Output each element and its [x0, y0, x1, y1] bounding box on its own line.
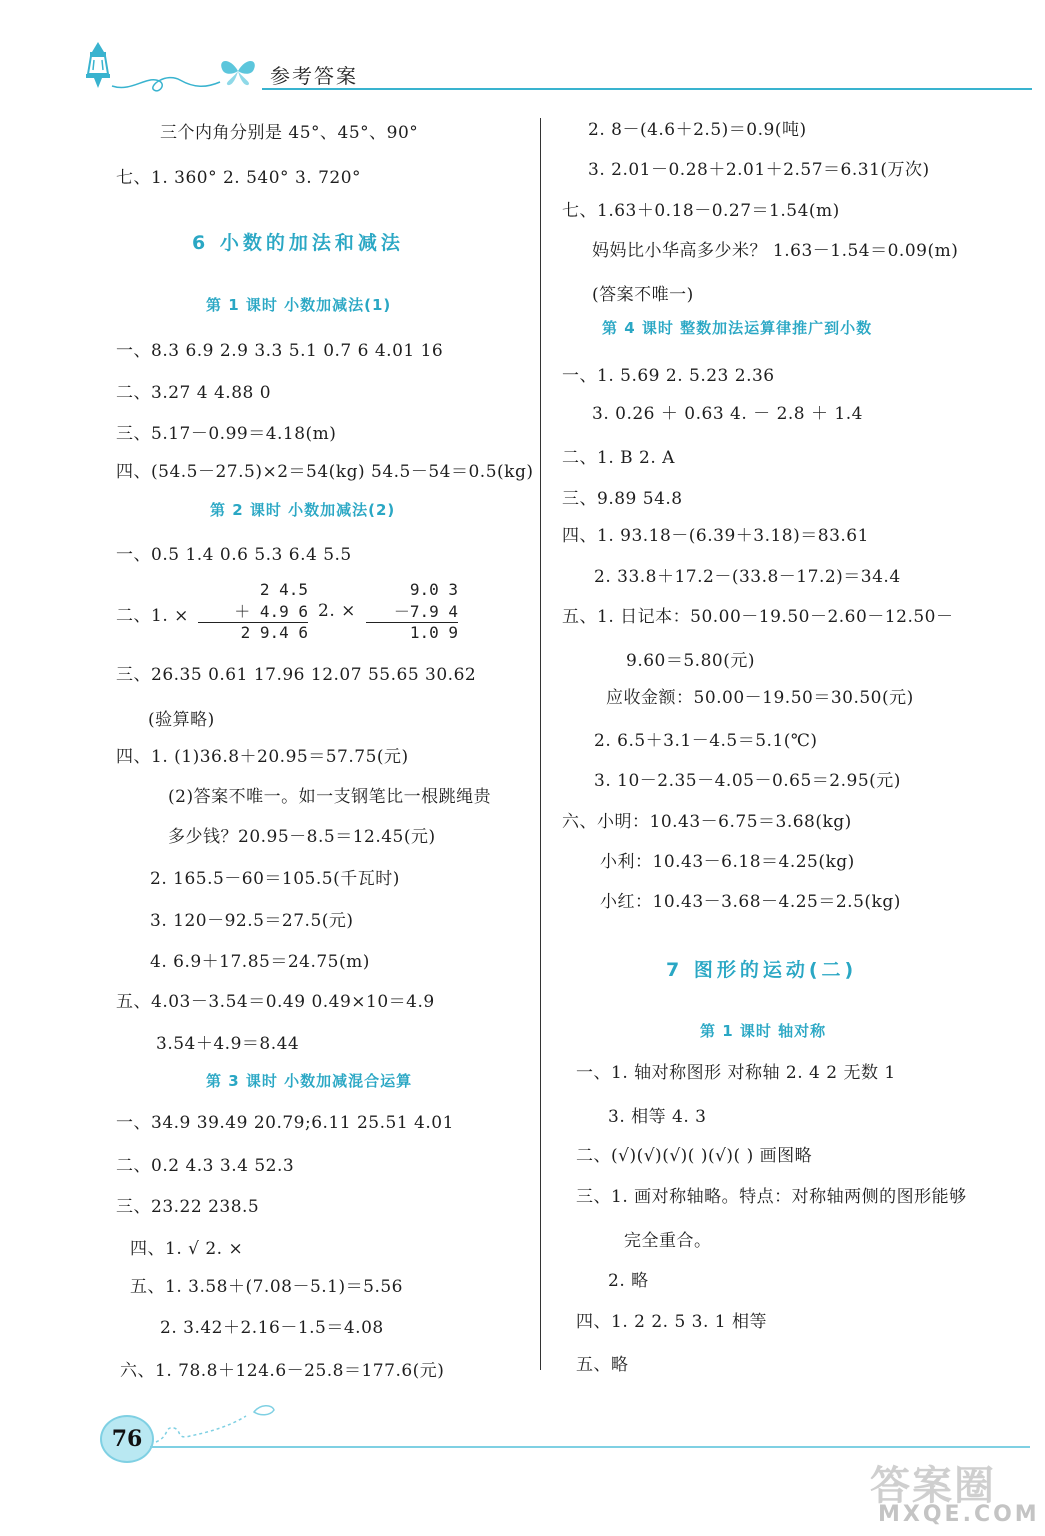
answer-line: (答案不唯一): [592, 285, 694, 305]
answer-line: 三个内角分别是 45°、45°、90°: [160, 123, 419, 143]
answer-line: 三、26.35 0.61 17.96 12.07 55.65 30.62: [116, 665, 477, 685]
answer-line: 一、0.5 1.4 0.6 5.3 6.4 5.5: [116, 545, 352, 565]
header-rule: [262, 88, 1032, 90]
answer-line: 二、0.2 4.3 3.4 52.3: [116, 1156, 295, 1176]
answer-line: 妈妈比小华高多少米？ 1.63－1.54＝0.09(m): [592, 241, 959, 261]
watermark-logo: 答案圈: [870, 1463, 996, 1509]
answer-line: 一、1. 5.69 2. 5.23 2.36: [562, 366, 775, 386]
answer-line: 三、1. 画对称轴略。特点：对称轴两侧的图形能够: [576, 1187, 967, 1207]
answer-line: 一、34.9 39.49 20.79;6.11 25.51 4.01: [116, 1113, 454, 1133]
answer-line: (2)答案不唯一。如一支钢笔比一根跳绳贵: [168, 787, 492, 807]
vertical-result: 1.0 9: [409, 623, 458, 642]
answer-line: 五、略: [576, 1355, 629, 1375]
answer-line: 3. 0.26 ＋ 0.63 4. － 2.8 ＋ 1.4: [592, 404, 863, 424]
watermark-site: MXQE.COM: [878, 1502, 1040, 1527]
answer-line: 9.60＝5.80(元): [626, 651, 755, 671]
vertical-subtraction: [366, 580, 458, 642]
column-divider: [540, 118, 541, 1370]
lesson-title: 第 2 课时 小数加减法(2): [210, 501, 396, 519]
answer-line: 3. 120－92.5＝27.5(元): [150, 911, 354, 931]
answer-line: 完全重合。: [624, 1231, 712, 1251]
answer-line: 小利：10.43－6.18＝4.25(kg): [600, 852, 855, 872]
butterfly-icon: [216, 55, 260, 87]
vertical-mid: ＋ 4.9 6: [198, 599, 308, 623]
answer-line: 3.54＋4.9＝8.44: [156, 1034, 300, 1054]
answer-line: 三、5.17－0.99＝4.18(m): [116, 424, 337, 444]
answer-line: 2. 6.5＋3.1－4.5＝5.1(℃): [594, 731, 818, 751]
answer-line: (验算略): [148, 710, 215, 730]
vertical-result: 2 9.4 6: [240, 623, 308, 642]
vertical-addition: [198, 580, 308, 642]
answer-line: 2. 略: [608, 1271, 649, 1291]
answer-line: 五、1. 3.58＋(7.08－5.1)＝5.56: [130, 1277, 403, 1297]
answer-line: 四、1. √ 2. ×: [130, 1239, 244, 1259]
answer-line: 3. 2.01－0.28＋2.01＋2.57＝6.31(万次): [588, 160, 930, 180]
answer-line: 二、(√)(√)(√)( )(√)( ) 画图略: [576, 1146, 813, 1166]
answer-line: 一、8.3 6.9 2.9 3.3 5.1 0.7 6 4.01 16: [116, 341, 444, 361]
answer-line: 3. 10－2.35－4.05－0.65＝2.95(元): [594, 771, 901, 791]
answer-line: 3. 相等 4. 3: [608, 1107, 707, 1127]
answer-line: 二、3.27 4 4.88 0: [116, 383, 272, 403]
answer-line: 2. 33.8＋17.2－(33.8－17.2)＝34.4: [594, 567, 901, 587]
footer-swirl-decoration: [150, 1392, 290, 1446]
answer-line: 小红：10.43－3.68－4.25＝2.5(kg): [600, 892, 901, 912]
lesson-title: 第 4 课时 整数加法运算律推广到小数: [602, 319, 873, 337]
answer-line: 三、9.89 54.8: [562, 489, 683, 509]
answer-line: 2. 3.42＋2.16－1.5＝4.08: [160, 1318, 384, 1338]
section-title: 7 图形的运动(二): [666, 959, 858, 981]
answer-line: 二、1. B 2. A: [562, 448, 675, 468]
answer-line: 四、1. (1)36.8＋20.95＝57.75(元): [116, 747, 409, 767]
answer-line: 六、1. 78.8＋124.6－25.8＝177.6(元): [120, 1361, 445, 1381]
header-title: 参考答案: [270, 64, 358, 88]
answer-line: 2. 165.5－60＝105.5(千瓦时): [150, 869, 400, 889]
answer-line: 四、1. 2 2. 5 3. 1 相等: [576, 1312, 768, 1332]
vertical-top: 9.0 3: [409, 580, 458, 599]
answer-line: 四、1. 93.18－(6.39＋3.18)＝83.61: [562, 526, 869, 546]
answer-line: 多少钱？20.95－8.5＝12.45(元): [168, 827, 436, 847]
answer-line: 七、1. 360° 2. 540° 3. 720°: [116, 168, 362, 188]
page-number: 76: [100, 1415, 154, 1463]
answer-line: 2. 8－(4.6＋2.5)＝0.9(吨): [588, 120, 807, 140]
answer-line: 三、23.22 238.5: [116, 1197, 260, 1217]
answer-line: 2. ×: [318, 601, 356, 621]
answer-line: 4. 6.9＋17.85＝24.75(m): [150, 952, 370, 972]
answer-line: 五、1. 日记本：50.00－19.50－2.60－12.50－: [562, 607, 954, 627]
answer-line: 四、(54.5－27.5)×2＝54(kg) 54.5－54＝0.5(kg): [116, 462, 534, 482]
footer-rule: [150, 1446, 1030, 1448]
vertical-mid: －7.9 4: [366, 599, 458, 623]
answer-line: 六、小明：10.43－6.75＝3.68(kg): [562, 812, 852, 832]
vertical-top: 2 4.5: [259, 580, 308, 599]
lesson-title: 第 1 课时 小数加减法(1): [206, 296, 392, 314]
answer-line: 应收金额：50.00－19.50＝30.50(元): [606, 688, 914, 708]
lesson-title: 第 1 课时 轴对称: [700, 1022, 827, 1040]
answer-line: 一、1. 轴对称图形 对称轴 2. 4 2 无数 1: [576, 1063, 896, 1083]
section-title: 6 小数的加法和减法: [192, 232, 404, 254]
lesson-title: 第 3 课时 小数加减混合运算: [206, 1072, 413, 1090]
answer-line: 二、1. ×: [116, 606, 189, 626]
answer-line: 五、4.03－3.54＝0.49 0.49×10＝4.9: [116, 992, 435, 1012]
answer-line: 七、1.63＋0.18－0.27＝1.54(m): [562, 201, 840, 221]
